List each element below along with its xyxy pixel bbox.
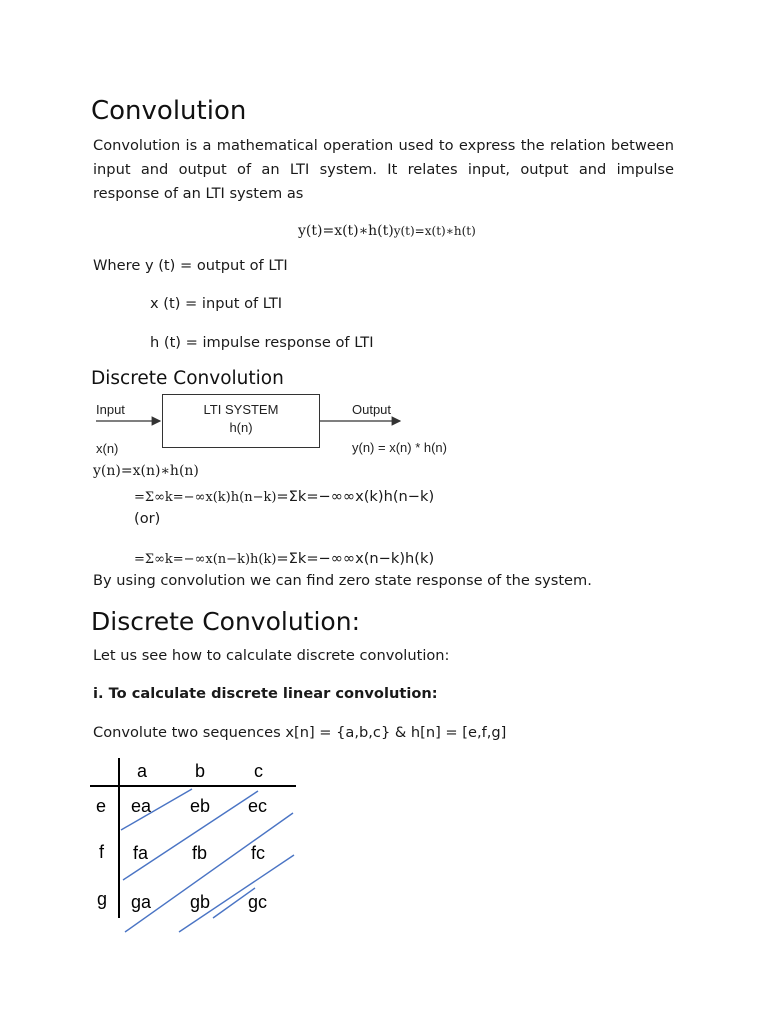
grid-cell: ga	[131, 892, 152, 912]
grid-cell: eb	[190, 796, 211, 816]
subheading: i. To calculate discrete linear convolution:	[93, 685, 438, 702]
col-header-c: c	[254, 761, 263, 781]
discrete-eq-1: y(n)=x(n)∗h(n)	[93, 463, 199, 479]
eq3-serif: =Σ∞k=−∞x(n−k)h(k)	[134, 552, 277, 567]
or-label: (or)	[134, 510, 161, 527]
discrete-convolution-title: Discrete Convolution:	[91, 607, 360, 636]
col-header-b: b	[195, 761, 206, 781]
grid-cell: ea	[131, 796, 152, 816]
task-line: Convolute two sequences x[n] = {a,b,c} & h[n] = [e,f,g]	[93, 724, 507, 741]
box-title: LTI SYSTEM	[203, 402, 279, 417]
grid-cell: gb	[190, 892, 211, 912]
grid-cell: fb	[192, 843, 208, 863]
row-header-f: f	[99, 842, 105, 862]
input-label: Input	[96, 402, 125, 417]
where-line: Where y (t) = output of LTI	[93, 257, 288, 274]
closing-sentence: By using convolution we can find zero state response of the system.	[93, 572, 592, 589]
eq2-plain: =Σk=−∞∞x(k)h(n−k)	[276, 488, 435, 505]
intro-paragraph: Convolution is a mathematical operation used to express the relation between input and output of an LTI system. It relates input, output and impulse response of an LTI system as	[93, 137, 674, 202]
grid-cell: fa	[133, 843, 149, 863]
h-definition: h (t) = impulse response of LTI	[150, 334, 374, 351]
row-header-e: e	[96, 796, 107, 816]
box-subtitle: h(n)	[229, 420, 253, 435]
eq3-plain: =Σk=−∞∞x(n−k)h(k)	[276, 550, 435, 567]
output-label: Output	[352, 402, 392, 417]
row-header-g: g	[97, 889, 108, 909]
formula-text: y(t)=x(t)∗h(t)	[298, 223, 394, 239]
grid-cell: gc	[248, 892, 268, 912]
formula-duplicate-text: y(t)=x(t)∗h(t)	[393, 224, 476, 238]
intro-line: Let us see how to calculate discrete convolution:	[93, 647, 450, 664]
grid-cell: fc	[251, 843, 266, 863]
output-equation: y(n) = x(n) * h(n)	[352, 440, 447, 455]
discrete-convolution-heading: Discrete Convolution	[91, 368, 284, 389]
col-header-a: a	[137, 761, 148, 781]
x-definition: x (t) = input of LTI	[150, 295, 283, 312]
page-title: Convolution	[91, 96, 247, 126]
input-signal-label: x(n)	[96, 441, 119, 456]
grid-cell: ec	[248, 796, 268, 816]
eq2-serif: =Σ∞k=−∞x(k)h(n−k)	[134, 490, 277, 505]
